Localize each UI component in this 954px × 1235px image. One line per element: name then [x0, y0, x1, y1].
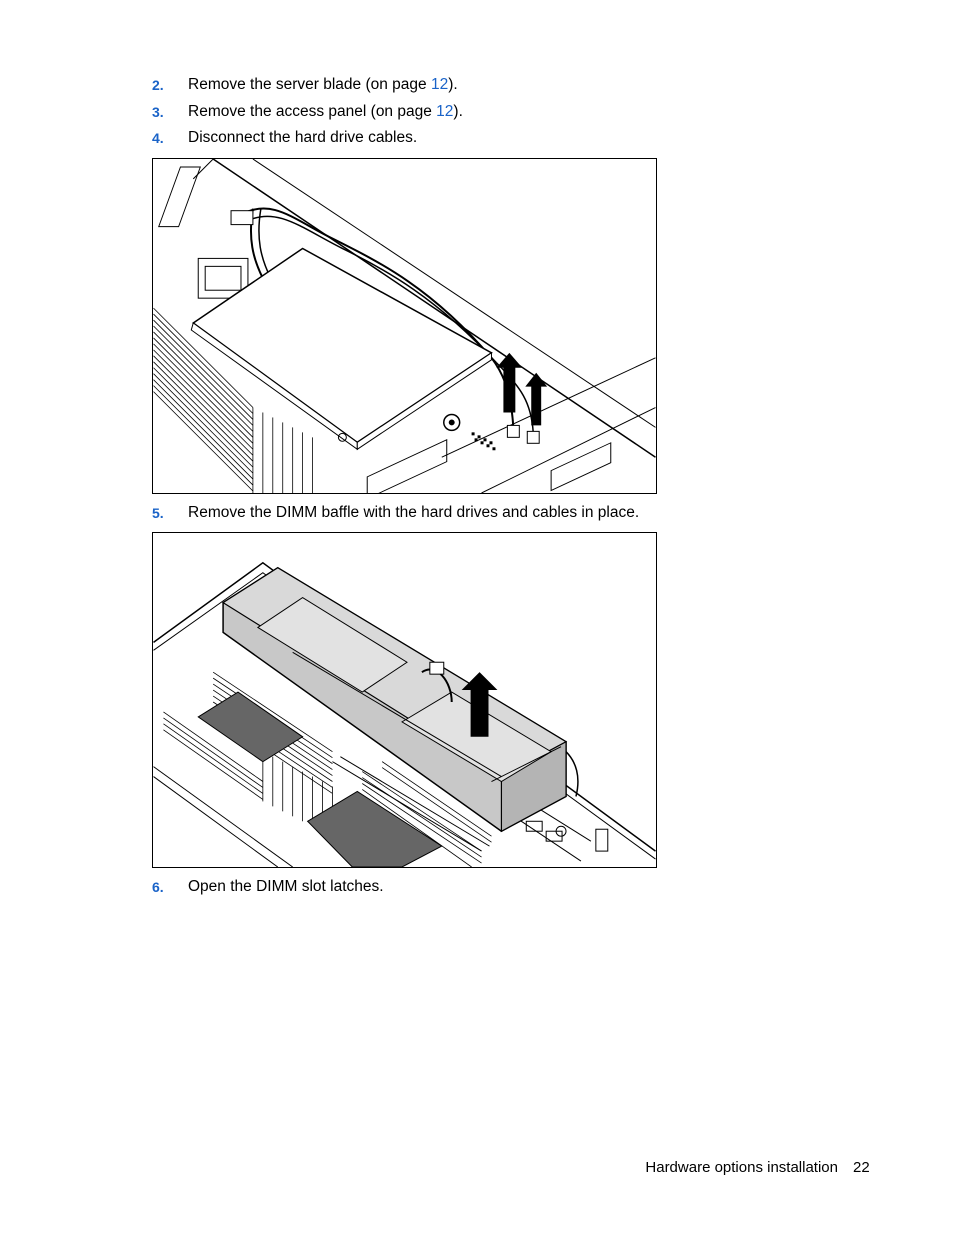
step-text: Remove the DIMM baffle with the hard drives and cables in place.: [188, 504, 640, 521]
step-text: Disconnect the hard drive cables.: [188, 129, 418, 146]
dimm-baffle-illustration: [153, 533, 656, 867]
step-text: [188, 74, 458, 96]
footer-title: Hardware options installation: [645, 1159, 838, 1176]
step-text: Open the DIMM slot latches.: [188, 878, 384, 895]
hard-drive-cables-illustration: [153, 159, 656, 493]
step-text-after: ).: [453, 103, 463, 120]
step-text-before: Remove the server blade (on page: [188, 76, 431, 93]
page-link[interactable]: 12: [436, 103, 454, 120]
page-link[interactable]: 12: [430, 76, 449, 93]
step-number: 6.: [152, 879, 164, 895]
step-2: [0, 74, 954, 96]
step-text: [188, 101, 463, 123]
step-5: [0, 502, 954, 524]
step-6: [0, 876, 954, 898]
figure-remove-dimm-baffle: [152, 532, 657, 868]
step-number: 5.: [152, 505, 164, 521]
heatsink-fins-left: [163, 672, 332, 836]
page-number: 22: [853, 1159, 870, 1176]
up-arrow-icon: [496, 353, 547, 426]
step-4: [0, 127, 954, 149]
step-number: 2.: [152, 77, 164, 93]
step-number: 4.: [152, 130, 164, 146]
step-number: 3.: [152, 104, 164, 120]
figure-disconnect-cables: [152, 158, 657, 494]
step-3: [0, 101, 954, 123]
step-text-before: Remove the access panel (on page: [188, 103, 437, 120]
page-footer: [0, 1157, 954, 1179]
step-text-after: ).: [448, 76, 458, 93]
